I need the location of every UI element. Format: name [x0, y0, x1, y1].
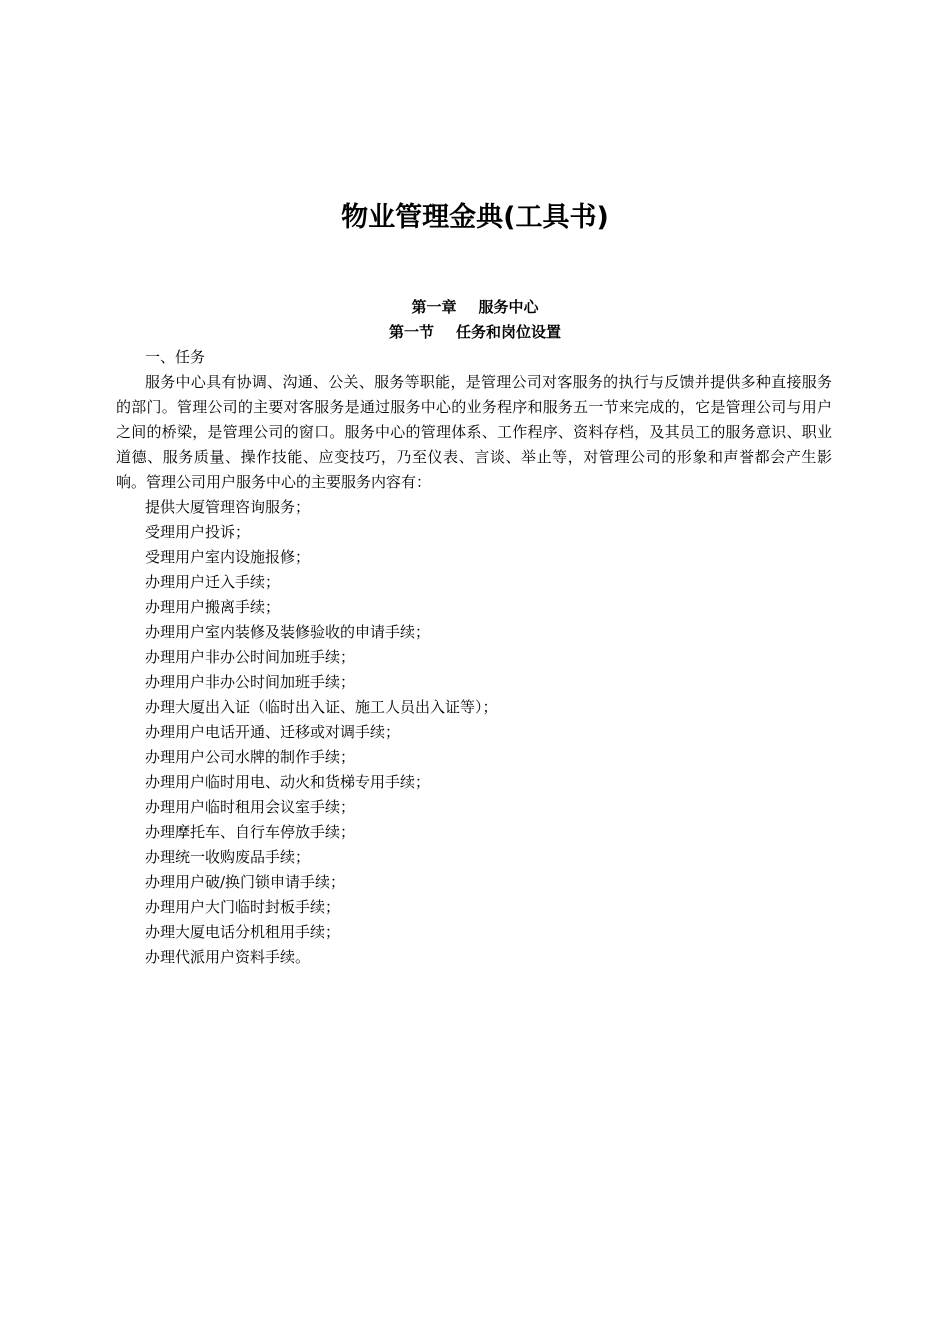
subheading: 一、任务: [145, 348, 206, 366]
service-list-item: 办理大厦电话分机租用手续；: [145, 923, 341, 941]
section-name: 任务和岗位设置: [456, 323, 562, 341]
document-body: [116, 345, 832, 970]
section-heading: [0, 320, 950, 345]
service-list-item: 办理代派用户资料手续。: [145, 948, 311, 966]
service-list-item: 办理用户非办公时间加班手续；: [145, 648, 356, 666]
chapter-name: 服务中心: [478, 298, 539, 316]
service-list: [116, 495, 832, 970]
chapter-heading: [0, 295, 950, 320]
service-list-item: 办理用户电话开通、迁移或对调手续；: [145, 723, 401, 741]
service-list-item: 办理用户公司水牌的制作手续；: [145, 748, 356, 766]
service-list-item: 办理大厦出入证（临时出入证、施工人员出入证等）；: [145, 698, 498, 716]
service-list-item: 受理用户投诉；: [145, 523, 251, 541]
service-list-item: 受理用户室内设施报修；: [145, 548, 311, 566]
service-list-item: 办理用户临时租用会议室手续；: [145, 798, 356, 816]
service-list-item: 办理用户大门临时封板手续；: [145, 898, 341, 916]
chapter-number: 第一章: [411, 298, 457, 316]
service-list-item: 办理用户室内装修及装修验收的申请手续；: [145, 623, 431, 641]
service-list-item: 办理用户迁入手续；: [145, 573, 281, 591]
service-list-item: 办理用户搬离手续；: [145, 598, 281, 616]
service-list-item: 办理用户临时用电、动火和货梯专用手续；: [145, 773, 431, 791]
service-list-item: 办理摩托车、自行车停放手续；: [145, 823, 356, 841]
service-list-item: 办理用户破/换门锁申请手续；: [145, 873, 346, 891]
document-title: 物业管理金典(工具书): [341, 202, 609, 233]
service-list-item: 办理统一收购废品手续；: [145, 848, 311, 866]
section-number: 第一节: [388, 323, 434, 341]
service-list-item: 办理用户非办公时间加班手续；: [145, 673, 356, 691]
service-list-item: 提供大厦管理咨询服务；: [145, 498, 311, 516]
intro-paragraph: 服务中心具有协调、沟通、公关、服务等职能，是管理公司对客服务的执行与反馈并提供多种直接服务的部门。管理公司的主要对客服务是通过服务中心的业务程序和服务五一节来完成的，它是管理公司与用户之间的桥梁，是管理公司的窗口。服务中心的管理体系、工作程序、资料存档，及其员工的服务意识、职业道德、服务质量、操作技能、应变技巧，乃至仪表、言谈、举止等，对管理公司的形象和声誉都会产生影响。管理公司用户服务中心的主要服务内容有：: [116, 373, 832, 491]
